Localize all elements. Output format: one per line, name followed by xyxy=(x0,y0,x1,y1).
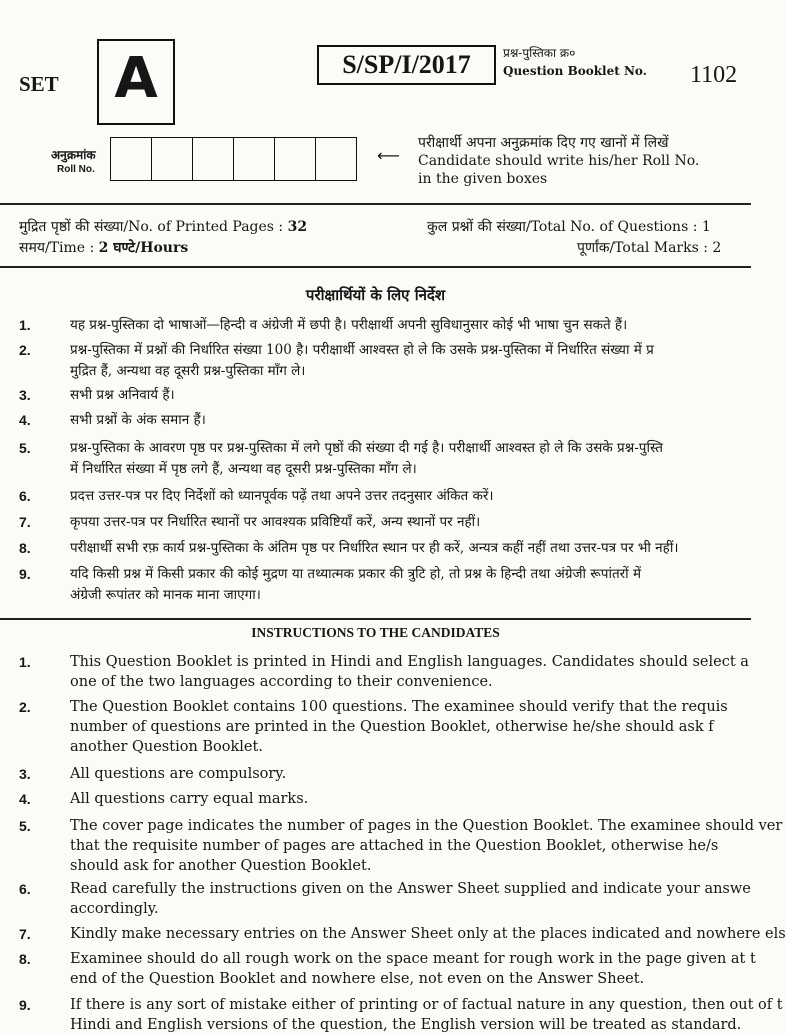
item-text: end of the Question Booklet and nowhere else, not even on the Answer Sheet. xyxy=(70,971,645,987)
item-text: If there is any sort of mistake either of printing or of factual nature in any question, then out of t xyxy=(70,997,783,1013)
item-number: 7. xyxy=(19,514,31,530)
item-number: 1. xyxy=(19,317,31,333)
item-number: 9. xyxy=(19,997,31,1013)
item-text: Read carefully the instructions given on the Answer Sheet supplied and indicate your answe xyxy=(70,881,751,897)
hindi-instruction-item xyxy=(19,315,751,336)
item-text: All questions are compulsory. xyxy=(70,766,287,782)
item-number: 5. xyxy=(19,818,31,834)
item-number: 2. xyxy=(19,342,31,358)
set-label: SET xyxy=(19,72,59,96)
printed-pages xyxy=(19,217,307,236)
item-text: प्रश्न-पुस्तिका में प्रश्नों की निर्धारित संख्या 100 है। परीक्षार्थी आश्वस्त हो ले कि उसके प्रश्न-पुस्तिका में निर्धारित संख्या में प्र xyxy=(70,342,654,358)
item-text: All questions carry equal marks. xyxy=(70,791,309,807)
divider xyxy=(0,266,751,268)
booklet-number: 1102 xyxy=(690,62,738,88)
printed-pages-value: 32 xyxy=(287,219,308,235)
item-text: में निर्धारित संख्या में पृष्ठ लगे हैं, अन्यथा वह दूसरी प्रश्न-पुस्तिका माँग ले। xyxy=(70,461,417,477)
booklet-label-hindi: प्रश्न-पुस्तिका क्र० xyxy=(503,46,576,60)
roll-label-english: Roll No. xyxy=(57,164,95,175)
item-text: अंग्रेजी रूपांतर को मानक माना जाएगा। xyxy=(70,587,261,603)
roll-instruction xyxy=(418,134,699,188)
roll-number-boxes[interactable] xyxy=(110,137,357,181)
roll-instruction-line: Candidate should write his/her Roll No. xyxy=(418,153,700,169)
roll-digit-box[interactable] xyxy=(111,138,152,180)
item-text: मुद्रित हैं, अन्यथा वह दूसरी प्रश्न-पुस्तिका माँग ले। xyxy=(70,363,306,379)
english-instruction-item xyxy=(19,995,783,1033)
item-number: 6. xyxy=(19,488,31,504)
paper-code: S/SP/I/2017 xyxy=(342,50,471,79)
item-text: that the requisite number of pages are attached in the Question Booklet, otherwise he/s xyxy=(70,838,719,854)
roll-digit-box[interactable] xyxy=(152,138,193,180)
item-number: 6. xyxy=(19,881,31,897)
item-text: The cover page indicates the number of pages in the Question Booklet. The examinee should ver xyxy=(70,818,783,834)
item-text: Examinee should do all rough work on the space meant for rough work in the page given at t xyxy=(70,951,756,967)
hindi-instruction-item xyxy=(19,512,751,533)
roll-digit-box[interactable] xyxy=(316,138,356,180)
time-label: समय/Time : xyxy=(19,240,99,256)
hindi-instruction-item xyxy=(19,410,751,431)
item-number: 4. xyxy=(19,412,31,428)
item-text: Hindi and English versions of the question, the English version will be treated as standard. xyxy=(70,1017,742,1033)
item-text: सभी प्रश्नों के अंक समान हैं। xyxy=(70,412,206,428)
hindi-instruction-item xyxy=(19,486,751,507)
english-instruction-item xyxy=(19,816,783,876)
english-instruction-item xyxy=(19,652,751,692)
hindi-instruction-item xyxy=(19,538,751,559)
english-instruction-item xyxy=(19,879,751,919)
english-instruction-item xyxy=(19,949,756,989)
english-instruction-item xyxy=(19,764,751,784)
item-text: प्रदत्त उत्तर-पत्र पर दिए निर्देशों को ध्यानपूर्वक पढ़ें तथा अपने उत्तर तदनुसार अंकित करें। xyxy=(70,488,494,504)
roll-label-hindi: अनुक्रमांक xyxy=(51,148,96,162)
item-number: 5. xyxy=(19,440,31,456)
item-text: कृपया उत्तर-पत्र पर निर्धारित स्थानों पर आवश्यक प्रविष्टियाँ करें, अन्य स्थानों पर नहीं। xyxy=(70,514,481,530)
item-number: 3. xyxy=(19,387,31,403)
set-box xyxy=(97,39,175,125)
total-marks: पूर्णांक/Total Marks : 2 xyxy=(577,240,722,256)
english-instructions-title: INSTRUCTIONS TO THE CANDIDATES xyxy=(251,625,500,640)
roll-digit-box[interactable] xyxy=(193,138,234,180)
item-number: 9. xyxy=(19,566,31,582)
item-text: should ask for another Question Booklet. xyxy=(70,858,372,874)
printed-pages-label: मुद्रित पृष्ठों की संख्या/No. of Printed Pages : xyxy=(19,219,288,235)
item-text: one of the two languages according to their convenience. xyxy=(70,674,493,690)
item-number: 8. xyxy=(19,540,31,556)
hindi-instruction-item xyxy=(19,438,751,480)
total-questions: कुल प्रश्नों की संख्या/Total No. of Questions : 1 xyxy=(427,219,711,235)
item-text: Kindly make necessary entries on the Answer Sheet only at the places indicated and nowhere els xyxy=(70,926,786,942)
item-text: accordingly. xyxy=(70,901,159,917)
hindi-instructions-title: परीक्षार्थियों के लिए निर्देश xyxy=(305,286,446,304)
booklet-label-english: Question Booklet No. xyxy=(503,64,647,78)
roll-instruction-line: परीक्षार्थी अपना अनुक्रमांक दिए गए खानों में लिखें xyxy=(418,135,669,151)
item-text: The Question Booklet contains 100 questions. The examinee should verify that the requis xyxy=(70,699,728,715)
item-number: 7. xyxy=(19,926,31,942)
roll-digit-box[interactable] xyxy=(275,138,316,180)
set-letter: A xyxy=(114,46,158,111)
item-text: यह प्रश्न-पुस्तिका दो भाषाओं—हिन्दी व अंग्रेजी में छपी है। परीक्षार्थी अपनी सुविधानुसार कोई भी भाषा चुन सकते हैं। xyxy=(70,317,628,333)
english-instruction-item xyxy=(19,789,751,809)
item-text: This Question Booklet is printed in Hindi and English languages. Candidates should select a xyxy=(70,654,749,670)
english-instruction-item xyxy=(19,697,751,757)
item-text: परीक्षार्थी सभी रफ़ कार्य प्रश्न-पुस्तिका के अंतिम पृष्ठ पर निर्धारित स्थान पर ही करें, अन्यत्र कहीं नहीं तथा उत्तर-पत्र पर भी नहीं। xyxy=(70,540,679,556)
item-number: 8. xyxy=(19,951,31,967)
hindi-instruction-item xyxy=(19,385,751,406)
item-text: प्रश्न-पुस्तिका के आवरण पृष्ठ पर प्रश्न-पुस्तिका में लगे पृष्ठों की संख्या दी गई है। परीक्षार्थी आश्वस्त हो ले कि उसके प्रश्न-पुस्ति xyxy=(70,440,663,456)
item-number: 2. xyxy=(19,699,31,715)
hindi-instruction-item xyxy=(19,340,751,382)
item-text: another Question Booklet. xyxy=(70,739,263,755)
item-text: number of questions are printed in the Question Booklet, otherwise he/she should ask f xyxy=(70,719,714,735)
paper-code-box xyxy=(317,45,496,85)
divider xyxy=(0,203,751,205)
roll-instruction-line: in the given boxes xyxy=(418,171,548,187)
hindi-instruction-item xyxy=(19,564,751,606)
time-allowed xyxy=(19,238,188,257)
item-text: यदि किसी प्रश्न में किसी प्रकार की कोई मुद्रण या तथ्यात्मक प्रकार की त्रुटि हो, तो प्रश्न के हिन्दी तथा अंग्रेजी रूपांतरों में xyxy=(70,566,642,582)
roll-digit-box[interactable] xyxy=(234,138,275,180)
item-number: 3. xyxy=(19,766,31,782)
divider xyxy=(0,618,751,620)
english-instruction-item xyxy=(19,924,786,944)
item-text: सभी प्रश्न अनिवार्य हैं। xyxy=(70,387,175,403)
item-number: 4. xyxy=(19,791,31,807)
left-arrow-icon: ⟵ xyxy=(377,146,400,165)
time-value: 2 घण्टे/Hours xyxy=(98,240,189,256)
item-number: 1. xyxy=(19,654,31,670)
